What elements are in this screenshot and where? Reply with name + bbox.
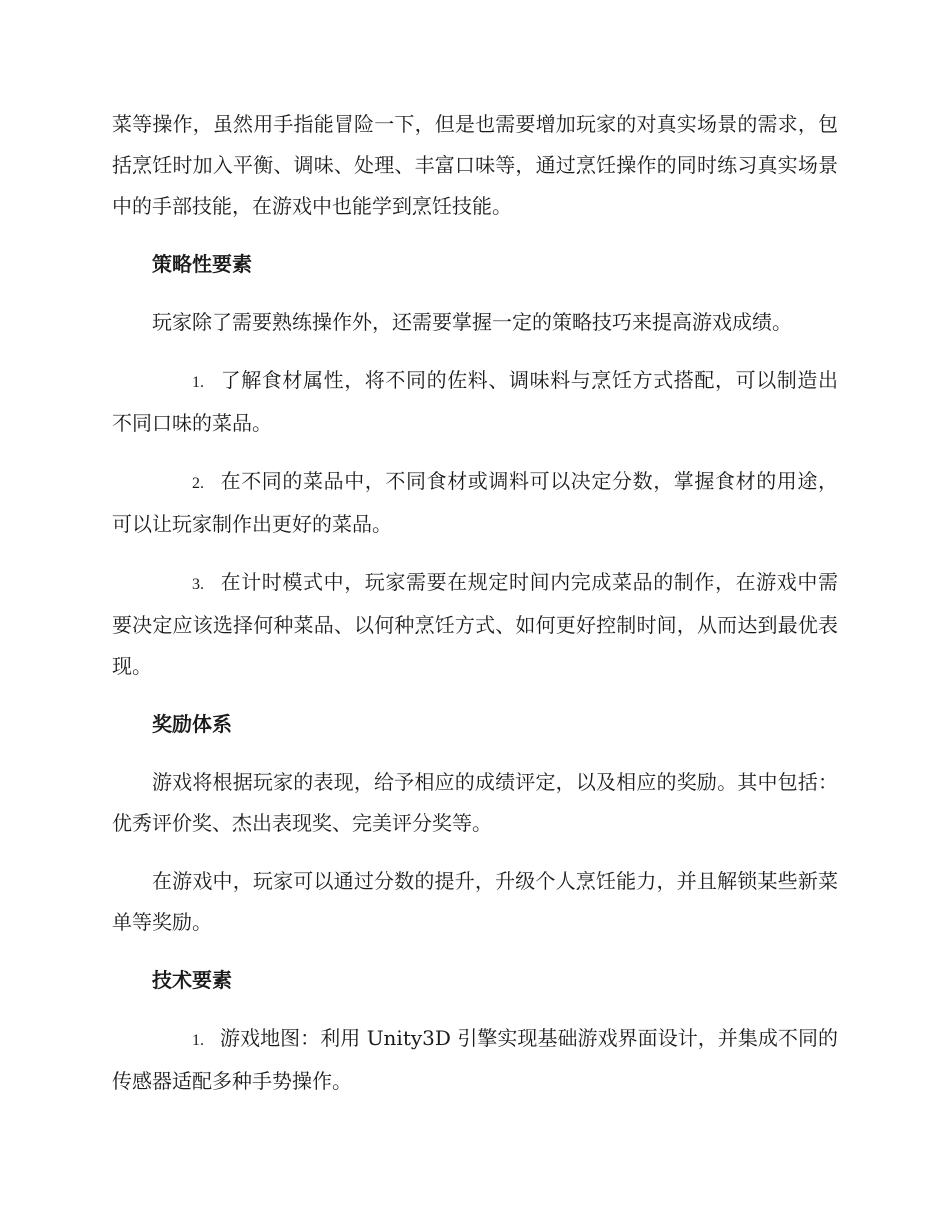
list-number: 1. — [192, 374, 204, 391]
list-item-text: 游戏地图：利用 Unity3D 引擎实现基础游戏界面设计，并集成不同的传感器适配多种手势操作。 — [112, 1026, 838, 1093]
body-paragraph: 玩家除了需要熟练操作外，还需要掌握一定的策略技巧来提高游戏成绩。 — [152, 310, 792, 334]
list-item — [112, 562, 838, 687]
list-number: 3. — [192, 576, 204, 593]
body-paragraph-continued: 菜等操作，虽然用手指能冒险一下，但是也需要增加玩家的对真实场景的需求，包括烹饪时加入平衡、调味、处理、丰富口味等，通过烹饪操作的同时练习真实场景中的手部技能，在游戏中也能学到烹饪技能。 — [112, 112, 838, 218]
list-item — [112, 1018, 838, 1102]
section-heading-rewards: 奖励体系 — [152, 712, 232, 736]
list-number: 1. — [192, 1032, 204, 1049]
list-number: 2. — [192, 475, 204, 492]
section-heading-tech: 技术要素 — [152, 968, 232, 992]
list-item — [112, 360, 838, 444]
list-item-text: 在不同的菜品中，不同食材或调料可以决定分数，掌握食材的用途，可以让玩家制作出更好的菜品。 — [112, 469, 838, 536]
list-item-text: 了解食材属性，将不同的佐料、调味料与烹饪方式搭配，可以制造出不同口味的菜品。 — [112, 368, 838, 435]
section-heading-strategy: 策略性要素 — [152, 252, 252, 276]
body-paragraph: 在游戏中，玩家可以通过分数的提升，升级个人烹饪能力，并且解锁某些新菜单等奖励。 — [112, 869, 838, 934]
list-item — [112, 461, 838, 545]
list-item-text: 在计时模式中，玩家需要在规定时间内完成菜品的制作，在游戏中需要决定应该选择何种菜品、以何种烹饪方式、如何更好控制时间，从而达到最优表现。 — [112, 570, 838, 678]
body-paragraph: 游戏将根据玩家的表现，给予相应的成绩评定，以及相应的奖励。其中包括：优秀评价奖、杰出表现奖、完美评分奖等。 — [112, 770, 838, 835]
